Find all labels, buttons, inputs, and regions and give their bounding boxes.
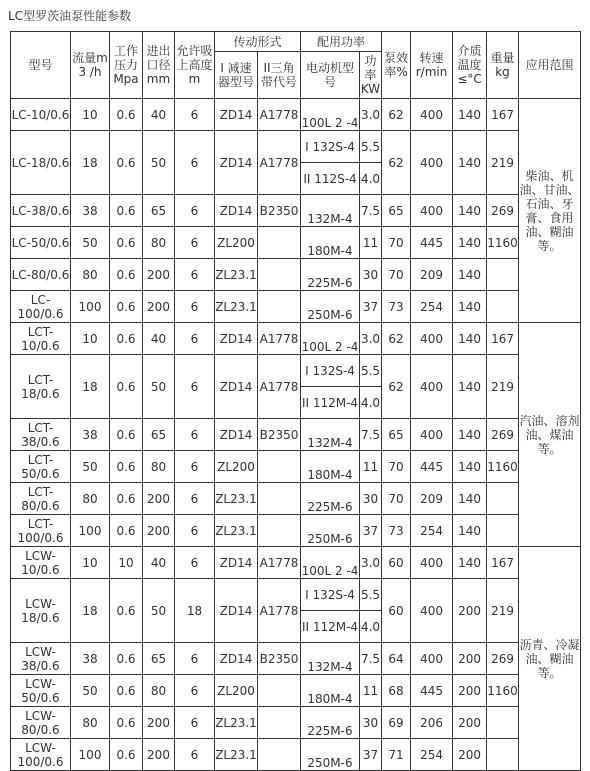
cell-power: 4.0: [360, 163, 382, 195]
cell-power: 4.0: [360, 611, 382, 643]
header-flow: 流量m 3 /h: [71, 32, 110, 99]
cell-temp: 140: [453, 355, 487, 419]
cell-model: LCT-18/0.6: [11, 355, 71, 419]
cell-speed: 400: [411, 195, 453, 227]
cell-power: 4.0: [360, 387, 382, 419]
cell-speed: 254: [411, 739, 453, 771]
table-row: [11, 291, 581, 323]
cell-temp: 140: [453, 547, 487, 579]
cell-temp: 140: [453, 291, 487, 323]
cell-model: LCW-10/0.6: [11, 547, 71, 579]
cell-power: 5.5: [360, 355, 382, 387]
cell-model: LCT-50/0.6: [11, 451, 71, 483]
header-suction: 允许吸上高度m: [175, 32, 215, 99]
cell-motor: 132M-4: [301, 195, 360, 227]
cell-suction: 6: [175, 739, 215, 771]
cell-weight: 1160: [487, 451, 519, 483]
cell-power: 3.0: [360, 99, 382, 131]
cell-model: LCW-50/0.6: [11, 675, 71, 707]
cell-belt: A1778: [258, 547, 301, 579]
cell-pressure: 0.6: [110, 291, 143, 323]
cell-model: LC-50/0.6: [11, 227, 71, 259]
cell-model: LCW-80/0.6: [11, 707, 71, 739]
cell-motor: I 132S-4: [301, 131, 360, 163]
cell-diameter: 50: [143, 131, 175, 195]
cell-reducer: ZD14: [215, 323, 258, 355]
cell-flow: 80: [71, 707, 110, 739]
cell-reducer: ZD14: [215, 579, 258, 643]
cell-flow: 80: [71, 259, 110, 291]
cell-suction: 6: [175, 291, 215, 323]
cell-temp: 140: [453, 227, 487, 259]
table-row: [11, 579, 581, 611]
cell-efficiency: 65: [382, 419, 411, 451]
cell-diameter: 50: [143, 579, 175, 643]
cell-efficiency: 62: [382, 131, 411, 195]
cell-motor: 250M-6: [301, 739, 360, 771]
cell-belt: A1778: [258, 99, 301, 131]
cell-flow: 10: [71, 323, 110, 355]
cell-model: LCW-100/0.6: [11, 739, 71, 771]
cell-reducer: ZD14: [215, 131, 258, 195]
cell-efficiency: 62: [382, 99, 411, 131]
table-row: [11, 707, 581, 739]
cell-diameter: 40: [143, 99, 175, 131]
cell-belt: [258, 483, 301, 515]
cell-diameter: 40: [143, 547, 175, 579]
header-reducer: I 减速器型号: [215, 52, 258, 99]
header-temp: 介质温度≤°C: [453, 32, 487, 99]
cell-flow: 80: [71, 483, 110, 515]
table-row: [11, 547, 581, 579]
cell-application: 柴油、机油、甘油、石油、牙膏、食用油、糊油等。: [519, 99, 581, 323]
cell-pressure: 0.6: [110, 643, 143, 675]
cell-reducer: ZL23.1: [215, 483, 258, 515]
table-row: [11, 131, 581, 163]
cell-belt: A1778: [258, 323, 301, 355]
cell-diameter: 200: [143, 739, 175, 771]
cell-belt: A1778: [258, 579, 301, 643]
cell-suction: 18: [175, 579, 215, 643]
cell-flow: 100: [71, 739, 110, 771]
cell-motor: 180M-4: [301, 675, 360, 707]
cell-pressure: 10: [110, 547, 143, 579]
cell-pressure: 0.6: [110, 419, 143, 451]
cell-motor: II 112M-4: [301, 387, 360, 419]
cell-reducer: ZD14: [215, 643, 258, 675]
cell-efficiency: 65: [382, 195, 411, 227]
cell-weight: [487, 483, 519, 515]
cell-flow: 18: [71, 579, 110, 643]
cell-weight: 167: [487, 547, 519, 579]
cell-temp: 200: [453, 707, 487, 739]
cell-temp: 140: [453, 515, 487, 547]
cell-weight: 1160: [487, 675, 519, 707]
cell-efficiency: 60: [382, 547, 411, 579]
table-row: [11, 355, 581, 387]
cell-belt: [258, 259, 301, 291]
header-weight: 重量kg: [487, 32, 519, 99]
cell-reducer: ZL23.1: [215, 739, 258, 771]
cell-motor: 225M-6: [301, 707, 360, 739]
cell-speed: 254: [411, 291, 453, 323]
table-row: [11, 675, 581, 707]
cell-weight: 219: [487, 579, 519, 643]
cell-reducer: ZD14: [215, 547, 258, 579]
cell-flow: 18: [71, 131, 110, 195]
cell-motor: II 112M-4: [301, 611, 360, 643]
cell-pressure: 0.6: [110, 515, 143, 547]
table-row: [11, 451, 581, 483]
cell-weight: 1160: [487, 227, 519, 259]
table-row: [11, 323, 581, 355]
header-belt: II三角带代号: [258, 52, 301, 99]
cell-efficiency: 69: [382, 707, 411, 739]
cell-power: 5.5: [360, 131, 382, 163]
cell-temp: 200: [453, 643, 487, 675]
cell-power: 7.5: [360, 195, 382, 227]
performance-table: [10, 31, 581, 771]
cell-efficiency: 60: [382, 579, 411, 643]
cell-model: LC-18/0.6: [11, 131, 71, 195]
table-body: [11, 99, 581, 771]
cell-pressure: 0.6: [110, 99, 143, 131]
header-pressure: 工作压力Mpa: [110, 32, 143, 99]
cell-power: 7.5: [360, 643, 382, 675]
cell-model: LCT-10/0.6: [11, 323, 71, 355]
cell-power: 3.0: [360, 323, 382, 355]
cell-reducer: ZD14: [215, 99, 258, 131]
cell-efficiency: 68: [382, 675, 411, 707]
header-model: 型号: [11, 32, 71, 99]
cell-speed: 400: [411, 131, 453, 195]
header-drive: 传动形式: [215, 32, 301, 52]
cell-belt: [258, 451, 301, 483]
cell-temp: 140: [453, 483, 487, 515]
cell-weight: 269: [487, 419, 519, 451]
cell-motor: 250M-6: [301, 291, 360, 323]
cell-reducer: ZL200: [215, 451, 258, 483]
cell-belt: [258, 227, 301, 259]
cell-diameter: 40: [143, 323, 175, 355]
cell-speed: 206: [411, 707, 453, 739]
cell-flow: 50: [71, 451, 110, 483]
cell-weight: 219: [487, 131, 519, 195]
cell-weight: 269: [487, 643, 519, 675]
page-title: LC型罗茨油泵性能参数: [8, 9, 132, 23]
cell-speed: 400: [411, 355, 453, 419]
cell-speed: 400: [411, 99, 453, 131]
cell-reducer: ZD14: [215, 419, 258, 451]
cell-diameter: 50: [143, 355, 175, 419]
cell-efficiency: 62: [382, 323, 411, 355]
cell-efficiency: 70: [382, 227, 411, 259]
cell-model: LC-80/0.6: [11, 259, 71, 291]
cell-speed: 400: [411, 419, 453, 451]
cell-speed: 445: [411, 675, 453, 707]
cell-suction: 6: [175, 419, 215, 451]
cell-flow: 38: [71, 419, 110, 451]
cell-flow: 100: [71, 515, 110, 547]
cell-belt: A1778: [258, 131, 301, 195]
cell-weight: 167: [487, 323, 519, 355]
cell-model: LCW-38/0.6: [11, 643, 71, 675]
header-motor: 电动机型号: [301, 52, 360, 99]
cell-speed: 445: [411, 451, 453, 483]
cell-speed: 400: [411, 547, 453, 579]
cell-flow: 10: [71, 99, 110, 131]
cell-motor: 132M-4: [301, 419, 360, 451]
cell-suction: 6: [175, 707, 215, 739]
cell-belt: [258, 515, 301, 547]
cell-temp: 140: [453, 259, 487, 291]
cell-weight: 269: [487, 195, 519, 227]
cell-efficiency: 70: [382, 259, 411, 291]
cell-power: 7.5: [360, 419, 382, 451]
header-speed: 转速r/min: [411, 32, 453, 99]
cell-power: 11: [360, 675, 382, 707]
cell-speed: 209: [411, 483, 453, 515]
cell-temp: 200: [453, 739, 487, 771]
cell-motor: I 132S-4: [301, 355, 360, 387]
cell-efficiency: 62: [382, 355, 411, 419]
cell-pressure: 0.6: [110, 227, 143, 259]
cell-flow: 50: [71, 227, 110, 259]
cell-reducer: ZL23.1: [215, 707, 258, 739]
cell-power: 37: [360, 515, 382, 547]
cell-reducer: ZL23.1: [215, 259, 258, 291]
cell-model: LC-10/0.6: [11, 99, 71, 131]
cell-suction: 6: [175, 643, 215, 675]
cell-weight: [487, 515, 519, 547]
cell-motor: 225M-6: [301, 259, 360, 291]
cell-suction: 6: [175, 515, 215, 547]
cell-efficiency: 64: [382, 643, 411, 675]
cell-suction: 6: [175, 547, 215, 579]
cell-temp: 140: [453, 99, 487, 131]
cell-pressure: 0.6: [110, 451, 143, 483]
table-row: [11, 227, 581, 259]
cell-pressure: 0.6: [110, 739, 143, 771]
cell-temp: 140: [453, 451, 487, 483]
cell-weight: 219: [487, 355, 519, 419]
cell-flow: 10: [71, 547, 110, 579]
header-application: 应用范围: [519, 32, 581, 99]
cell-reducer: ZL200: [215, 227, 258, 259]
cell-pressure: 0.6: [110, 195, 143, 227]
cell-suction: 6: [175, 195, 215, 227]
header-diameter: 进出口径mm: [143, 32, 175, 99]
cell-belt: [258, 291, 301, 323]
cell-power: 30: [360, 483, 382, 515]
cell-motor: 180M-4: [301, 227, 360, 259]
cell-motor: 100L 2 -4: [301, 323, 360, 355]
cell-diameter: 200: [143, 707, 175, 739]
cell-pressure: 0.6: [110, 131, 143, 195]
cell-speed: 400: [411, 579, 453, 643]
cell-power: 37: [360, 739, 382, 771]
cell-model: LC-100/0.6: [11, 291, 71, 323]
table-row: [11, 515, 581, 547]
cell-motor: II 112S-4: [301, 163, 360, 195]
cell-flow: 38: [71, 195, 110, 227]
header-efficiency: 泵效率%: [382, 32, 411, 99]
cell-diameter: 80: [143, 227, 175, 259]
cell-diameter: 80: [143, 451, 175, 483]
cell-motor: 180M-4: [301, 451, 360, 483]
cell-temp: 200: [453, 579, 487, 643]
cell-motor: 250M-6: [301, 515, 360, 547]
cell-speed: 445: [411, 227, 453, 259]
cell-power: 30: [360, 259, 382, 291]
cell-application: 沥青、冷凝油、糊油等。: [519, 547, 581, 771]
cell-suction: 6: [175, 131, 215, 195]
cell-temp: 140: [453, 131, 487, 195]
cell-reducer: ZL23.1: [215, 291, 258, 323]
cell-model: LCT-38/0.6: [11, 419, 71, 451]
cell-application: 汽油、溶剂油、煤油等。: [519, 323, 581, 547]
cell-motor: 132M-4: [301, 643, 360, 675]
cell-model: LC-38/0.6: [11, 195, 71, 227]
cell-flow: 18: [71, 355, 110, 419]
table-row: [11, 259, 581, 291]
cell-efficiency: 73: [382, 291, 411, 323]
cell-power: 5.5: [360, 579, 382, 611]
table-row: [11, 195, 581, 227]
cell-diameter: 65: [143, 419, 175, 451]
cell-suction: 6: [175, 451, 215, 483]
cell-temp: 140: [453, 419, 487, 451]
cell-belt: B2350: [258, 643, 301, 675]
cell-flow: 38: [71, 643, 110, 675]
cell-power: 37: [360, 291, 382, 323]
cell-pressure: 0.6: [110, 259, 143, 291]
header-power-group: 配用功率: [301, 32, 382, 52]
cell-motor: 225M-6: [301, 483, 360, 515]
cell-suction: 6: [175, 259, 215, 291]
cell-diameter: 200: [143, 515, 175, 547]
cell-suction: 6: [175, 323, 215, 355]
cell-belt: B2350: [258, 419, 301, 451]
cell-pressure: 0.6: [110, 483, 143, 515]
cell-efficiency: 70: [382, 451, 411, 483]
cell-pressure: 0.6: [110, 707, 143, 739]
cell-suction: 6: [175, 227, 215, 259]
cell-weight: [487, 707, 519, 739]
cell-motor: 100L 2 -4: [301, 547, 360, 579]
cell-flow: 50: [71, 675, 110, 707]
table-row: [11, 643, 581, 675]
cell-pressure: 0.6: [110, 355, 143, 419]
cell-model: LCW-18/0.6: [11, 579, 71, 643]
cell-belt: A1778: [258, 355, 301, 419]
table-row: [11, 419, 581, 451]
cell-speed: 400: [411, 643, 453, 675]
cell-belt: [258, 707, 301, 739]
cell-efficiency: 71: [382, 739, 411, 771]
cell-suction: 6: [175, 355, 215, 419]
cell-diameter: 200: [143, 291, 175, 323]
cell-weight: [487, 291, 519, 323]
cell-speed: 254: [411, 515, 453, 547]
cell-efficiency: 73: [382, 515, 411, 547]
cell-temp: 140: [453, 323, 487, 355]
cell-flow: 100: [71, 291, 110, 323]
cell-belt: B2350: [258, 195, 301, 227]
cell-diameter: 65: [143, 195, 175, 227]
cell-speed: 400: [411, 323, 453, 355]
cell-suction: 6: [175, 483, 215, 515]
cell-diameter: 80: [143, 675, 175, 707]
cell-efficiency: 70: [382, 483, 411, 515]
cell-model: LCT-100/0.6: [11, 515, 71, 547]
cell-power: 11: [360, 227, 382, 259]
cell-diameter: 200: [143, 259, 175, 291]
cell-power: 30: [360, 707, 382, 739]
cell-suction: 6: [175, 675, 215, 707]
cell-reducer: ZD14: [215, 195, 258, 227]
cell-suction: 6: [175, 99, 215, 131]
cell-weight: 167: [487, 99, 519, 131]
cell-temp: 140: [453, 195, 487, 227]
cell-reducer: ZL23.1: [215, 515, 258, 547]
cell-motor: 100L 2 -4: [301, 99, 360, 131]
cell-speed: 209: [411, 259, 453, 291]
header-power: 功率KW: [360, 52, 382, 99]
table-row: [11, 99, 581, 131]
cell-reducer: ZL200: [215, 675, 258, 707]
cell-power: 3.0: [360, 547, 382, 579]
cell-temp: 200: [453, 675, 487, 707]
cell-diameter: 65: [143, 643, 175, 675]
cell-belt: [258, 675, 301, 707]
table-row: [11, 483, 581, 515]
cell-weight: [487, 259, 519, 291]
cell-reducer: ZD14: [215, 355, 258, 419]
cell-power: 11: [360, 451, 382, 483]
cell-pressure: 0.6: [110, 323, 143, 355]
cell-diameter: 200: [143, 483, 175, 515]
cell-pressure: 0.6: [110, 675, 143, 707]
cell-motor: I 132S-4: [301, 579, 360, 611]
cell-model: LCT-80/0.6: [11, 483, 71, 515]
cell-pressure: 0.6: [110, 579, 143, 643]
